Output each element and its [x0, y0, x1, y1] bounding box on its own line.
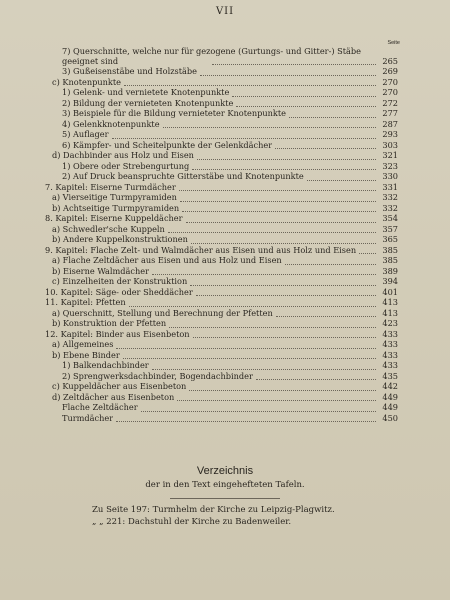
leader-dots [307, 179, 376, 181]
toc-entry-page: 321 [382, 150, 398, 160]
plate-title: Dachstuhl der Kirche zu Badenweiler. [128, 517, 292, 527]
toc-entry-title: 5) Auflager [62, 129, 109, 139]
leader-dots [276, 315, 376, 317]
toc-entry-title: 3) Gußeisenstäbe und Holzstäbe [62, 66, 197, 76]
toc-entry-title: 2) Auf Druck beanspruchte Gitterstäbe und Knotenpunkte [62, 171, 304, 181]
toc-entry-title: c) Knotenpunkte [52, 76, 121, 87]
plate-title: Turmhelm der Kirche zu Leipzig-Plagwitz. [152, 505, 335, 515]
toc-entry [0, 66, 450, 77]
toc-entry-page: 287 [382, 118, 398, 129]
toc-entry-page: 265 [382, 56, 398, 66]
toc-entry [0, 150, 450, 161]
plate-entry [92, 517, 291, 527]
toc-entry-page: 394 [382, 276, 398, 286]
leader-dots [163, 126, 376, 128]
toc-entry-page: 449 [382, 402, 398, 412]
leader-dots [182, 210, 376, 212]
toc-entry [0, 371, 450, 382]
toc-entry [0, 203, 450, 214]
leader-dots [212, 63, 376, 65]
toc-entry [0, 297, 450, 308]
toc-entry [0, 402, 450, 413]
toc-entry-page: 413 [382, 297, 398, 307]
leader-dots [152, 368, 376, 370]
toc-entry-title: 11. Kapitel: Pfetten [45, 297, 126, 307]
leader-dots [256, 378, 376, 380]
toc-entry [0, 98, 450, 109]
toc-entry [0, 46, 450, 66]
plate-ref: Zu Seite 197: [92, 505, 150, 515]
toc-entry-page: 449 [382, 391, 398, 402]
toc-entry [0, 350, 450, 361]
toc-entry-title: 4) Gelenkknotenpunkte [62, 118, 160, 129]
leader-dots [141, 410, 376, 412]
toc-entry-title: 8. Kapitel: Eiserne Kuppeldächer [45, 213, 183, 223]
toc-entry [0, 255, 450, 266]
toc-entry-page: 433 [382, 360, 398, 370]
toc-entry [0, 308, 450, 319]
toc-entry-page: 277 [382, 108, 398, 118]
toc-entry-title: Turmdächer [62, 412, 114, 423]
toc-entry-page: 270 [382, 76, 398, 87]
leader-dots [192, 168, 376, 170]
leader-dots [116, 420, 376, 422]
plates-heading: Verzeichnis [196, 465, 254, 477]
toc-entry-title: d) Zeltdächer aus Eisenbeton [52, 391, 175, 402]
leader-dots [289, 116, 376, 118]
leader-dots [200, 74, 376, 76]
toc-entry [0, 381, 450, 392]
toc-entry [0, 119, 450, 130]
toc-entry-page: 442 [382, 381, 398, 391]
leader-dots [359, 252, 376, 254]
toc-entry-page: 401 [382, 286, 398, 297]
toc-entry-page: 357 [382, 223, 398, 234]
page-number: VII [215, 6, 235, 17]
toc-entry-title: 2) Bildung der vernieteten Knotenpunkte [62, 97, 234, 108]
plates-subheading: der in den Text eingehefteten Tafeln. [145, 480, 305, 490]
toc-entry-title: a) Vierseitige Turmpyramiden [52, 192, 177, 202]
plate-ref: „ „ 221: [92, 517, 126, 527]
toc-entry [0, 339, 450, 350]
toc-entry [0, 413, 450, 424]
leader-dots [186, 221, 376, 223]
leader-dots [168, 231, 376, 233]
leader-dots [112, 137, 376, 139]
toc-entry-title: Flache Zeltdächer [62, 402, 138, 412]
toc-entry-title: a) Allgemeines [52, 339, 114, 349]
toc-entry-page: 423 [382, 318, 398, 328]
toc-entry [0, 245, 450, 256]
toc-entry [0, 108, 450, 119]
toc-entry-page: 331 [382, 181, 398, 192]
leader-dots [197, 158, 376, 160]
toc-entry-page: 354 [382, 213, 398, 223]
leader-dots [123, 357, 376, 359]
toc-entry-page: 332 [382, 202, 398, 213]
toc-entry-title: 10. Kapitel: Säge- oder Sheddächer [45, 286, 193, 297]
toc-entry-page: 433 [382, 339, 398, 349]
toc-entry-title: 6) Kämpfer- und Scheitelpunkte der Gelenkdächer [62, 139, 273, 150]
divider [170, 498, 280, 499]
leader-dots [180, 200, 376, 202]
toc-entry [0, 266, 450, 277]
toc-entry [0, 171, 450, 182]
toc-entry [0, 140, 450, 151]
toc-entry-page: 365 [382, 234, 398, 244]
toc-entry-title: 12. Kapitel: Binder aus Eisenbeton [45, 328, 190, 339]
leader-dots [169, 326, 376, 328]
plate-entry [92, 505, 335, 515]
toc-entry-title: 9. Kapitel: Flache Zelt- und Walmdächer aus Eisen und aus Holz und Eisen [45, 244, 357, 255]
toc-entry [0, 77, 450, 88]
toc-entry [0, 360, 450, 371]
leader-dots [190, 284, 376, 286]
toc-entry-title: b) Eiserne Walmdächer [52, 265, 150, 276]
toc-entry-title: 1) Balkendachbinder [62, 360, 149, 370]
toc-entry [0, 329, 450, 340]
toc-entry-title: b) Achtseitige Turmpyramiden [52, 202, 180, 213]
toc-entry-title: b) Ebene Binder [52, 349, 120, 360]
leader-dots [285, 263, 376, 265]
column-header-page: Seite [387, 40, 400, 46]
toc-entry [0, 87, 450, 98]
toc-entry-page: 323 [382, 160, 398, 171]
toc-entry-page: 303 [382, 139, 398, 150]
toc-entry-page: 270 [382, 87, 398, 97]
toc-entry-title: 1) Obere oder Strebengurtung [62, 160, 190, 171]
toc-entry-page: 385 [382, 255, 398, 265]
toc-entry-title: a) Flache Zeltdächer aus Eisen und aus Holz und Eisen [52, 255, 282, 265]
leader-dots [152, 273, 376, 275]
toc-entry-title: 3) Beispiele für die Bildung vernieteter Knotenpunkte [62, 108, 286, 118]
leader-dots [236, 105, 376, 107]
toc-entry [0, 213, 450, 224]
toc-entry [0, 287, 450, 298]
toc-entry-page: 435 [382, 370, 398, 381]
toc-entry-page: 433 [382, 328, 398, 339]
toc-entry [0, 182, 450, 193]
leader-dots [124, 84, 376, 86]
toc-entry [0, 318, 450, 329]
toc-entry-title: a) Querschnitt, Stellung und Berechnung der Pfetten [52, 307, 273, 318]
toc-entry [0, 192, 450, 203]
leader-dots [232, 95, 376, 97]
leader-dots [129, 305, 376, 307]
toc-entry [0, 276, 450, 287]
leader-dots [189, 389, 376, 391]
leader-dots [191, 242, 376, 244]
toc-entry [0, 234, 450, 245]
toc-entry-title: 1) Gelenk- und vernietete Knotenpunkte [62, 87, 230, 97]
toc-entry-page: 330 [382, 171, 398, 181]
toc-entry [0, 129, 450, 140]
toc-entry-title: c) Einzelheiten der Konstruktion [52, 276, 188, 286]
toc-entry-title: b) Andere Kuppelkonstruktionen [52, 234, 188, 244]
leader-dots [177, 399, 376, 401]
toc-entry-page: 450 [382, 412, 398, 423]
leader-dots [179, 189, 376, 191]
toc-entry-page: 269 [382, 66, 398, 76]
leader-dots [193, 336, 376, 338]
toc-entry-page: 385 [382, 244, 398, 255]
toc-entry [0, 224, 450, 235]
toc-entry-page: 272 [382, 97, 398, 108]
toc-entry-title: 7. Kapitel: Eiserne Turmdächer [45, 181, 176, 192]
toc-entry-title: d) Dachbinder aus Holz und Eisen [52, 150, 194, 160]
toc-entry-title: c) Kuppeldächer aus Eisenbeton [52, 381, 187, 391]
toc-entry [0, 161, 450, 172]
leader-dots [275, 147, 376, 149]
toc-entry-page: 389 [382, 265, 398, 276]
toc-entry-page: 293 [382, 129, 398, 139]
toc-entry-title: b) Konstruktion der Pfetten [52, 318, 167, 328]
toc-entry-title: a) Schwedler'sche Kuppeln [52, 223, 165, 234]
leader-dots [196, 294, 376, 296]
table-of-contents [0, 46, 450, 423]
toc-entry-page: 433 [382, 349, 398, 360]
leader-dots [116, 347, 376, 349]
toc-entry-title: 2) Sprengwerksdachbinder, Bogendachbinder [62, 370, 253, 381]
toc-entry-page: 332 [382, 192, 398, 202]
toc-entry [0, 392, 450, 403]
toc-entry-title: 7) Querschnitte, welche nur für gezogene (Gurtungs- und Gitter-) Stäbe geeignet sind [62, 46, 362, 66]
toc-entry-page: 413 [382, 307, 398, 318]
